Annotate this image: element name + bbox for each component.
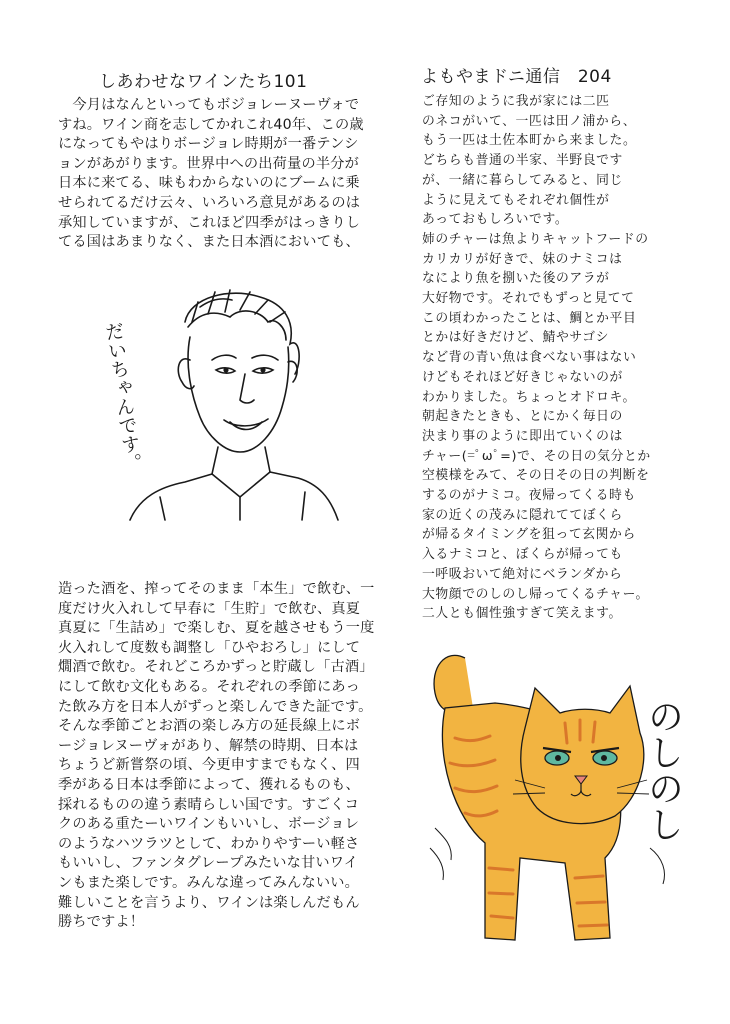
yomoyama-column-title: よもやまドニ通信 204 bbox=[421, 67, 612, 87]
handwritten-line: 二人とも個性強すぎて笑えます。 bbox=[422, 606, 622, 622]
main-line: ンもまた楽しです。みんな違ってみんないい。 bbox=[58, 874, 360, 891]
handwritten-line: チャー(=ﾟωﾟ=)で、その日の気分とか bbox=[422, 448, 651, 464]
handwritten-line: 大物顔でのしのし帰ってくるチャー。 bbox=[422, 586, 649, 602]
intro-line: ョンがあがります。世界中への出荷量の半分が bbox=[58, 155, 360, 172]
handwritten-line: とかは好きだけど、鯖やサゴシ bbox=[422, 330, 610, 346]
handwritten-line: わかりました。ちょっとオドロキ。 bbox=[422, 389, 636, 405]
intro-line: てる国はあまりなく、また日本酒においても、 bbox=[58, 234, 360, 251]
handwritten-line: なにより魚を捌いた後のアラが bbox=[422, 271, 610, 287]
cat-drawing bbox=[425, 648, 695, 948]
yomoyama-handwritten-text bbox=[422, 92, 712, 624]
main-line: 度だけ火入れして早春に「生貯」で飲む、真夏 bbox=[58, 600, 361, 617]
handwritten-line: もう一匹は土佐本町から来ました。 bbox=[422, 133, 637, 149]
cat-caption: のしのし bbox=[642, 698, 684, 842]
main-line: 難しいことを言うより、ワインは楽しんだもん bbox=[58, 894, 360, 911]
handwritten-line: あっておもしろいです。 bbox=[422, 212, 569, 228]
cat-illustration bbox=[425, 648, 695, 948]
portrait-illustration bbox=[90, 282, 340, 522]
main-line: た飲み方を日本人がずっと楽しんできた証です。 bbox=[58, 698, 373, 715]
portrait-caption: だいちゃんです。 bbox=[101, 320, 145, 475]
main-line: もいいし、ファンタグレープみたいな甘いワイ bbox=[58, 855, 359, 872]
intro-line: 日本に来てる、味もわからないのにブームに乗 bbox=[58, 175, 360, 192]
main-line: ージョレヌーヴォがあり、解禁の時期、日本は bbox=[58, 737, 359, 754]
intro-line: すね。ワイン商を志してかれこれ40年、この歳 bbox=[58, 116, 364, 133]
handwritten-line: 決まり事のように即出ていくのは bbox=[422, 428, 623, 444]
handwritten-line: するのがナミコ。夜帰ってくる時も bbox=[422, 488, 636, 504]
handwritten-line: ように見えてもそれぞれ個性が bbox=[422, 192, 610, 208]
handwritten-line: が、一緒に暮らしてみると、同じ bbox=[422, 172, 623, 188]
handwritten-line: 空模様をみて、その日その日の判断を bbox=[422, 468, 650, 484]
wine-main-paragraph bbox=[58, 580, 398, 933]
handwritten-line: 姉のチャーは魚よりキャットフードの bbox=[422, 231, 649, 247]
intro-line: 今月はなんといってもボジョレーヌーヴォで bbox=[58, 97, 360, 113]
portrait-sketch bbox=[90, 282, 340, 522]
handwritten-line: 入るナミコと、ぼくらが帰っても bbox=[422, 547, 623, 563]
main-line: 真夏に「生詰め」で楽しむ、夏を越させもう一度 bbox=[58, 620, 375, 637]
wine-intro-paragraph bbox=[58, 96, 388, 253]
main-line: 採れるものの違う素晴らしい国です。すごくコ bbox=[58, 796, 360, 813]
handwritten-line: 朝起きたときも、とにかく毎日の bbox=[422, 409, 623, 425]
handwritten-line: など背の青い魚は食べない事はない bbox=[422, 350, 637, 366]
handwritten-line: のネコがいて、一匹は田ノ浦から、 bbox=[422, 113, 637, 129]
main-line: 燗酒で飲む。それどころかずっと貯蔵し「古酒」 bbox=[58, 659, 374, 676]
handwritten-line: けどもそれほど好きじゃないのが bbox=[422, 369, 623, 385]
handwritten-line: ご存知のように我が家には二匹 bbox=[422, 94, 610, 109]
main-line: クのある重たーいワインもいいし、ボージョレ bbox=[58, 816, 360, 833]
main-line: 造った酒を、搾ってそのまま「本生」で飲む、一 bbox=[58, 581, 375, 597]
handwritten-line: この頃わかったことは、鯛とか平目 bbox=[422, 310, 637, 326]
main-line: のようなハツラツとして、わかりやすーい軽さ bbox=[58, 835, 360, 852]
wine-column-title: しあわせなワインたち101 bbox=[99, 72, 308, 92]
main-line: 火入れして度数も調整し「ひやおろし」にして bbox=[58, 639, 361, 656]
intro-line: 承知していますが、これほど四季がはっきりし bbox=[58, 214, 361, 231]
main-line: ちょうど新嘗祭の頃、今更申すまでもなく、四 bbox=[58, 757, 360, 774]
main-line: 勝ちですよ！ bbox=[58, 914, 145, 931]
handwritten-line: どちらも普通の半家、半野良です bbox=[422, 153, 623, 169]
intro-line: になってもやはりボージョレ時期が一番テンシ bbox=[58, 136, 359, 153]
main-line: 季がある日本は季節によって、獲れるものも、 bbox=[58, 776, 360, 793]
handwritten-line: が帰るタイミングを狙って玄関から bbox=[422, 527, 636, 543]
handwritten-line: カリカリが好きで、妹のナミコは bbox=[422, 251, 623, 267]
intro-line: せられてるだけ云々、いろいろ意見があるのは bbox=[58, 194, 361, 211]
main-line: にして飲む文化もある。それぞれの季節にあっ bbox=[58, 678, 360, 695]
handwritten-line: 家の近くの茂みに隠れててぼくら bbox=[422, 507, 623, 523]
handwritten-line: 一呼吸おいて絶対にベランダから bbox=[422, 566, 623, 582]
handwritten-line: 大好物です。それでもずっと見てて bbox=[422, 291, 635, 307]
main-line: そんな季節ごとお酒の楽しみ方の延長線上にボ bbox=[58, 718, 361, 735]
